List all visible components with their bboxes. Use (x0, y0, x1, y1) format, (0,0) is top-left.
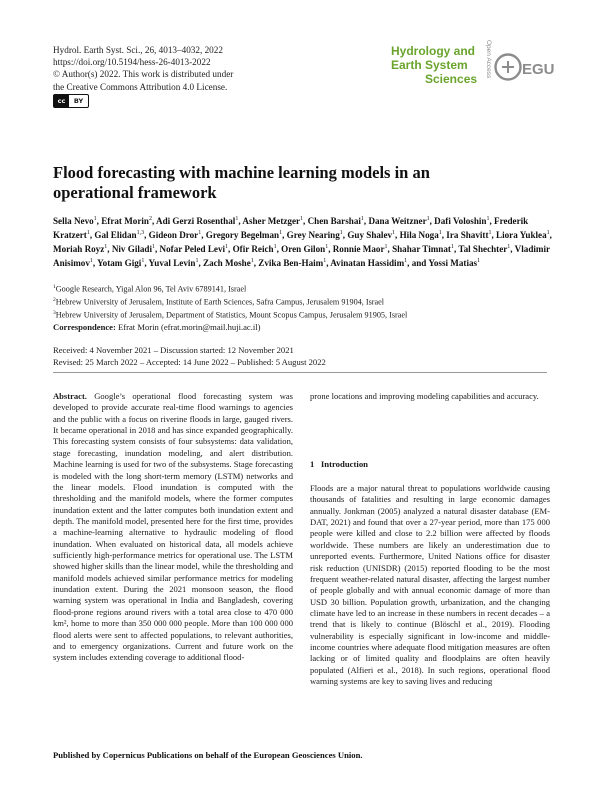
author-name: Tal Shechter (458, 244, 508, 255)
author-name: Yuval Levin (148, 258, 196, 269)
author-name: Efrat Morin (101, 216, 149, 227)
author-name: Gal Elidan (94, 230, 137, 241)
journal-name-line-2: Earth System (391, 58, 468, 72)
publication-dates (53, 345, 326, 369)
author-name: Niv Giladi (111, 244, 152, 255)
author-affiliation-mark: 1 (273, 244, 277, 251)
affiliation-text: Hebrew University of Jerusalem, Department of Statistics, Mount Scopus Campus, Jerusalem 91905, Israel (55, 310, 408, 320)
cc-by-license-icon[interactable] (53, 94, 89, 108)
author-name: Liora Yuklea (496, 230, 547, 241)
correspondence-label: Correspondence: (53, 322, 116, 332)
author-name: Gideon Dror (148, 230, 199, 241)
author-name: Zach Moshe (203, 258, 251, 269)
journal-name (391, 44, 481, 86)
author-name: Frederik Kratzert (53, 216, 529, 241)
journal-name-line-3: Sciences (425, 72, 478, 86)
author-name: Zvika Ben-Haim (258, 258, 324, 269)
author-affiliation-mark: 1,3 (136, 230, 145, 237)
author-name: Moriah Royz (53, 244, 105, 255)
correspondence-email[interactable]: Efrat Morin (efrat.morin@mail.huji.ac.il) (118, 322, 261, 332)
author-name: Guy Shalev (347, 230, 393, 241)
egu-logo-text: EGU (522, 61, 555, 78)
author-name: Sella Nevo (53, 216, 94, 227)
correspondence (53, 322, 261, 332)
author-name: Asher Metzger (242, 216, 301, 227)
affiliation-item (53, 282, 553, 295)
author-affiliation-mark: 1 (89, 258, 93, 265)
author-affiliation-mark: 1 (300, 216, 304, 222)
author-name: Vladimir Anisimov (53, 244, 550, 269)
abstract (53, 391, 293, 664)
author-name: Nofar Peled Levi (159, 244, 226, 255)
author-affiliation-mark: 1 (104, 244, 108, 251)
author-affiliation-mark: 1 (488, 230, 492, 237)
author-affiliation-mark: 1 (198, 230, 202, 237)
doi-link[interactable]: https://doi.org/10.5194/hess-26-4013-2022 (53, 57, 211, 68)
affiliation-item (53, 295, 553, 308)
affiliation-number: 1 (53, 284, 56, 290)
author-name: Yotam Gigi (97, 258, 142, 269)
author-name: Ira Shavitt (446, 230, 489, 241)
author-affiliation-mark: 1 (477, 258, 481, 265)
introduction-text: Floods are a major natural threat to populations worldwide causing thousands of fatalities and resulting in large economic damages annually. Jonkman (2005) analyzed a natural disaster database (EM-DAT, 2021) and found that over a 27-year period, more than 175 000 people were killed and close to 2.2 billion were affected by floods worldwide. These numbers are likely an underestimation due to unreported events. Furthermore, United Nations office for disaster risk reduction (UNISDR) (2015) reported flooding to be the most frequent weather-related natural disaster, affecting the largest number of people globally and with annual economic damage of more than USD 30 billion. Population growth, urbanization, and the changing climate have led to an increase in these numbers in recent decades – a trend that is likely to continue (Blöschl et al., 2019). Flooding vulnerability is especially significant in low-income and middle-income countries where adequate flood mitigation measures are often lacking or of limited quality and floodplains are often heavily populated (Alfieri et al., 2018). In such regions, operational flood warning systems are key to saving lives and reducing (310, 483, 550, 687)
dates-published: Revised: 25 March 2022 – Accepted: 14 June 2022 – Published: 5 August 2022 (53, 356, 326, 367)
author-affiliation-mark: 1 (235, 216, 239, 222)
author-affiliation-mark: 1 (486, 216, 490, 222)
author-list: Sella Nevo$^1$, Efrat Morin$^2$, Adi Gerzi Rosenthal$^1$, Asher Metzger$^1$, Chen Barshai$^1$, Dana Weitzner$^1$, Dafi Voloshin$^1$, Frederik Kratzert$^1$, Gal Elidan$^{1,3}$, Gideon Dror$^1$, Gregory Begelman$^1$, Grey Nearing$^1$, Guy Shalev$^1$, Hila Noga$^1$, Ira Shavitt$^1$, Liora Yuklea$^1$, Moriah Royz$^1$, Niv Giladi$^1$, Nofar Peled Levi$^1$, Ofir Reich$^1$, Oren Gilon$^1$, Ronnie Maor$^1$, Shahar Timnat$^1$, Tal Shechter$^1$, Vladimir Anisimov$^1$, Yotam Gigi$^1$, Yuval Levin$^1$, Zach Moshe$^1$, Zvika Ben-Haim$^1$, Avinatan Hassidim$^1$, and Yossi Matias$^1$ (53, 216, 552, 269)
author-affiliation-mark: 1 (195, 258, 199, 265)
author-affiliation-mark: 1 (438, 230, 442, 237)
affiliation-text: Hebrew University of Jerusalem, Institute of Earth Sciences, Safra Campus, Jerusalem 91904, Israel (55, 297, 385, 307)
author-affiliation-mark: 1 (325, 244, 329, 251)
author-affiliation-mark: 1 (450, 244, 454, 251)
author-affiliation-mark: 1 (86, 230, 90, 237)
affiliation-text: Google Research, Yigal Alon 96, Tel Aviv 6789141, Israel (55, 284, 247, 294)
author-affiliation-mark: 1 (546, 230, 550, 237)
paper-title: Flood forecasting with machine learning models in an operational framework (53, 163, 430, 202)
author-name: Gregory Begelman (205, 230, 280, 241)
author-name: Grey Nearing (286, 230, 340, 241)
copyright: © Author(s) 2022. This work is distributed under (53, 69, 234, 80)
author-name: Yossi Matias (428, 258, 478, 269)
abstract-text: Google’s operational flood forecasting system was developed to provide accurate real-time flood warnings to agencies and the public with a focus on riverine floods in large, gauged rivers. It became operational in 2018 and has since expanded geographically. This forecasting system consists of four subsystems: data validation, stage forecasting, inundation modeling, and alert distribution. Machine learning is used for two of the subsystems. Stage forecasting is modeled with the long short-term memory (LSTM) networks and the linear models. Flood inundation is computed with the thresholding and the manifold models, where the former computes inundation extent and the latter computes both inundation extent and depth. The manifold model, presented here for the first time, provides a machine-learning alternative to hydraulic modeling of flood inundation. When evaluated on historical data, all models achieve sufficiently high-performance metrics for operational use. The LSTM showed higher skills than the linear model, while the thresholding and manifold models achieved similar performance metrics for modeling inundation extent. During the 2021 monsoon season, the flood warning system was operational in India and Bangladesh, covering flood-prone regions around rivers with a total area close to 470 000 km², home to more than 350 000 000 people. More than 100 000 000 flood alerts were sent to affected populations, to relevant authorities, and to emergency organizations. Current and future work on the system includes extending coverage to additional flood- (53, 391, 293, 663)
license: the Creative Commons Attribution 4.0 License. (53, 81, 228, 92)
journal-citation-block (53, 44, 233, 93)
author-name: Dana Weitzner (368, 216, 427, 227)
author-name: Ofir Reich (232, 244, 274, 255)
affiliation-item (53, 308, 553, 321)
author-affiliation-mark: 1 (279, 230, 283, 237)
dates-received: Received: 4 November 2021 – Discussion started: 12 November 2021 (53, 345, 294, 355)
author-name: Oren Gilon (281, 244, 326, 255)
author-name: Ronnie Maor (332, 244, 385, 255)
abstract-continued: prone locations and improving modeling capabilities and accuracy. (310, 391, 539, 401)
abstract-label: Abstract. (53, 391, 87, 401)
author-affiliation-mark: 1 (141, 258, 145, 265)
author-name: Hila Noga (399, 230, 439, 241)
author-affiliation-mark: 1 (323, 258, 327, 265)
cc-icon: cc (54, 95, 69, 107)
publisher-footer: Published by Copernicus Publications on behalf of the European Geosciences Union. (53, 750, 363, 760)
author-affiliation-mark: 2 (148, 216, 152, 222)
author-affiliation-mark: 1 (250, 258, 254, 265)
author-affiliation-mark: 1 (152, 244, 155, 251)
author-affiliation-mark: 1 (360, 216, 364, 222)
open-access-label: Open Access (485, 40, 492, 79)
section-heading-introduction: 1 Introduction (310, 459, 369, 469)
author-name: Chen Barshai (307, 216, 361, 227)
author-affiliation-mark: 1 (404, 258, 408, 265)
author-affiliation-mark: 1 (507, 244, 511, 251)
journal-name-line-1: Hydrology and (391, 44, 476, 58)
author-affiliation-mark: 1 (93, 216, 97, 222)
affiliation-number: 3 (53, 310, 56, 317)
header-divider (53, 372, 547, 373)
author-affiliation-mark: 1 (225, 244, 229, 251)
author-affiliation-mark: 1 (426, 216, 430, 222)
affiliation-number: 2 (53, 297, 56, 304)
affiliations (53, 282, 553, 321)
author-name: Avinatan Hassidim (330, 258, 405, 269)
author-name: Shahar Timnat (392, 244, 451, 255)
egu-logo-icon (494, 49, 555, 85)
author-name: Adi Gerzi Rosenthal (156, 216, 236, 227)
by-icon: BY (73, 97, 84, 105)
author-affiliation-mark: 1 (392, 230, 396, 237)
author-name: Dafi Voloshin (434, 216, 487, 227)
citation: Hydrol. Earth Syst. Sci., 26, 4013–4032, 2022 (53, 45, 223, 55)
author-affiliation-mark: 1 (339, 230, 343, 237)
author-affiliation-mark: 1 (384, 244, 388, 251)
